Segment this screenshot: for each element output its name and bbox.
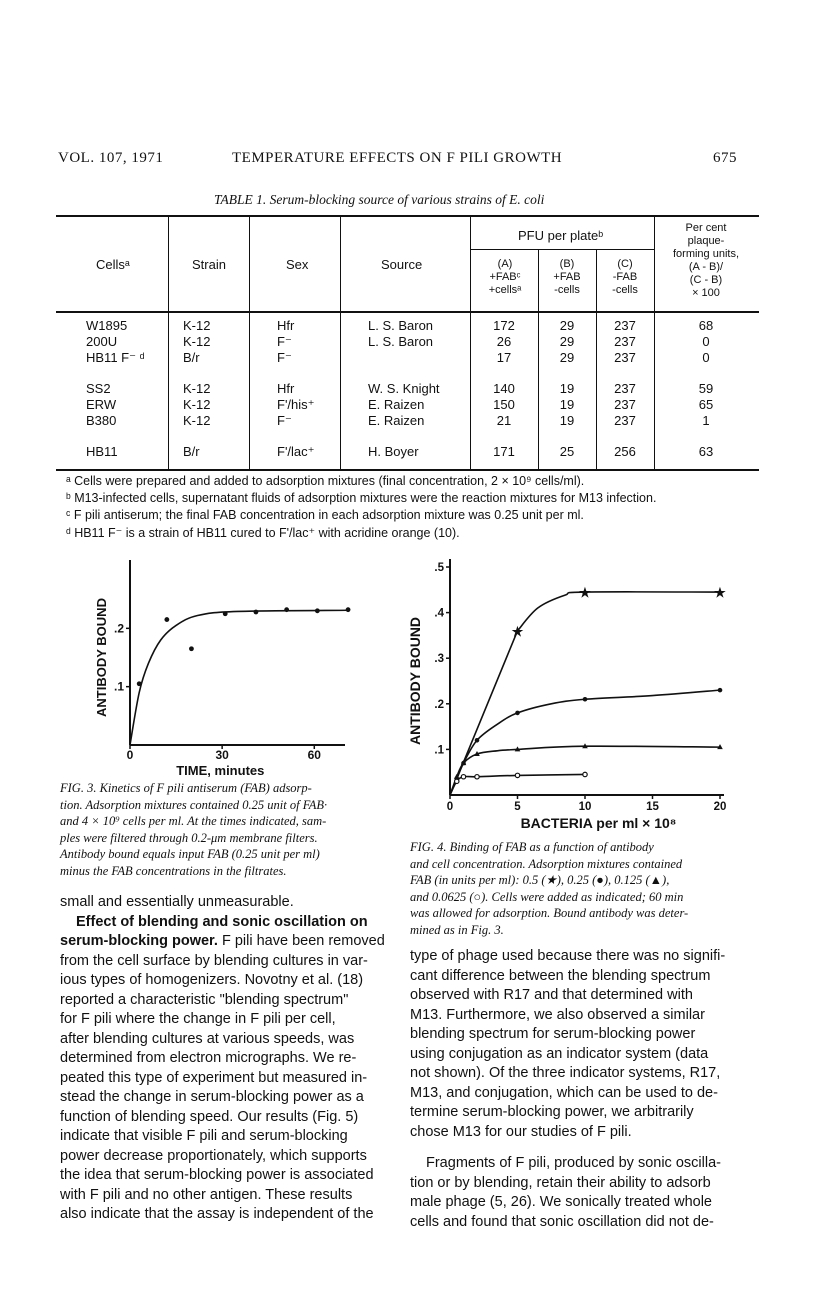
table-cell-pct: 0 [702, 334, 710, 349]
table-cell-a: 172 [493, 318, 515, 333]
data-point [315, 608, 320, 613]
table-cell-sex: Hfr [277, 318, 295, 333]
body-line: function of blending speed. Our results (Fig. 5) [60, 1108, 359, 1125]
x-tick-label: 10 [578, 801, 592, 813]
table-cell-strain: B/r [183, 444, 200, 459]
x-tick-label: 0 [446, 801, 454, 813]
body-line: tion or by blending, retain their ability to adsorb [410, 1174, 711, 1191]
table-cell-pct: 63 [698, 444, 714, 459]
y-tick-label: .3 [434, 653, 444, 666]
table-cell-c: 237 [614, 318, 636, 333]
body-line: indicate that visible F pili and serum-blocking [60, 1128, 348, 1144]
y-tick-label: .1 [434, 744, 444, 757]
table-cell-a: 150 [493, 397, 515, 412]
body-line: male phage (5, 26). We sonically treated whole [410, 1194, 712, 1210]
fit-curve [130, 610, 348, 745]
table-cell-source: W. S. Knight [368, 381, 440, 396]
body-line: M13. Furthermore, we also observed a similar [410, 1006, 705, 1023]
header-percent: Per cent plaque- forming units, (A - B)/ (C - B) × 100 [672, 222, 740, 299]
col-divider [340, 216, 341, 469]
table-cell-b: 19 [559, 397, 575, 412]
circle-point [461, 775, 465, 779]
table-cell-a: 17 [496, 350, 512, 365]
circle-point [583, 772, 587, 776]
body-line: using conjugation as an indicator system (data [410, 1045, 709, 1062]
body-line: Effect of blending and sonic oscillation on [76, 913, 368, 930]
table-cell-c: 237 [614, 397, 636, 412]
body-line: the idea that serum-blocking power is associated [60, 1167, 374, 1183]
series-curve-dot [450, 690, 720, 795]
body-line: with F pili and no other antigen. These results [60, 1186, 353, 1203]
body-line: cells and found that sonic oscillation did not de- [410, 1213, 714, 1230]
footnote-b: ᵇ M13-infected cells, supernatant fluids of adsorption mixtures were the reaction mixtures for M13 infection. [66, 491, 657, 505]
x-tick-label: 0 [126, 748, 134, 762]
body-line: serum-blocking power. F pili have been removed [60, 933, 385, 949]
table-cell-sex: F'/lac⁺ [277, 444, 315, 459]
table-cell-b: 29 [559, 334, 575, 349]
running-header-title: TEMPERATURE EFFECTS ON F PILI GROWTH [232, 150, 563, 166]
table-cell-sex: F⁻ [277, 334, 292, 349]
y-axis-label: ANTIBODY BOUND [94, 598, 109, 717]
table-cell-a: 21 [496, 413, 512, 428]
x-tick-label: 60 [307, 748, 321, 762]
body-line: blending spectrum for serum-blocking power [410, 1026, 696, 1042]
y-tick-label: .1 [113, 679, 124, 694]
table-cell-b: 29 [559, 318, 575, 333]
header-col-c: (C) -FAB -cells [612, 258, 638, 296]
table-cell-cells: W1895 [86, 318, 128, 333]
body-line: termine serum-blocking power, we arbitrarily [410, 1104, 694, 1120]
table-cell-sex: Hfr [277, 381, 295, 396]
body-line: from the cell surface by blending cultures in var- [60, 952, 368, 969]
running-header-volume: VOL. 107, 1971 [58, 150, 164, 166]
series-curve-triangle [450, 746, 720, 795]
table-cell-strain: B/r [183, 350, 200, 365]
table-cell-c: 237 [614, 350, 636, 365]
data-point [254, 610, 259, 615]
circle-point [475, 775, 479, 779]
body-line: after blending cultures at various speeds, was [60, 1030, 355, 1047]
table-cell-a: 140 [493, 381, 515, 396]
footnote-d: ᵈ HB11 F⁻ is a strain of HB11 cured to F'/lac⁺ with acridine orange (10). [66, 526, 460, 540]
table-cell-pct: 68 [698, 318, 714, 333]
x-axis-label: TIME, minutes [176, 763, 265, 778]
table-cell-cells: ERW [86, 397, 117, 412]
body-line: for F pili where the change in F pili per cell, [60, 1011, 336, 1027]
data-point [189, 646, 194, 651]
table-cell-strain: K-12 [183, 397, 211, 412]
table-cell-strain: K-12 [183, 381, 211, 396]
body-line: M13, and conjugation, which can be used to de- [410, 1084, 718, 1101]
table-cell-sex: F⁻ [277, 350, 292, 365]
table-bottom-rule [56, 469, 759, 471]
fig4-chart [400, 555, 750, 845]
table-cell-b: 19 [559, 381, 575, 396]
table-cell-cells: SS2 [86, 381, 111, 396]
x-tick-label: 20 [713, 801, 727, 813]
table-cell-cells: HB11 F⁻ ᵈ [86, 350, 145, 365]
footnote-a: ᵃ Cells were prepared and added to adsorption mixtures (final concentration, 2 × 10⁹ cells/ml). [66, 474, 585, 488]
table-cell-c: 256 [614, 444, 636, 459]
data-point [164, 617, 169, 622]
circle-point [515, 773, 519, 777]
table-cell-c: 237 [614, 334, 636, 349]
dot-point [475, 738, 480, 743]
x-axis-label: BACTERIA per ml × 10⁸ [520, 815, 677, 831]
col-divider [249, 216, 250, 469]
star-point: ★ [714, 585, 726, 601]
table-cell-strain: K-12 [183, 334, 211, 349]
y-tick-label: .2 [113, 621, 124, 636]
table-cell-a: 171 [493, 444, 515, 459]
table-cell-source: L. S. Baron [368, 334, 434, 349]
body-line: small and essentially unmeasurable. [60, 894, 294, 910]
header-pfu-group: PFU per plateᵇ [518, 228, 604, 243]
table-cell-source: H. Boyer [368, 444, 419, 459]
table-cell-source: E. Raizen [368, 397, 425, 412]
table-cell-b: 19 [559, 413, 575, 428]
header-strain: Strain [192, 257, 226, 272]
body-line: determined from electron micrographs. We re- [60, 1050, 357, 1066]
body-line: peated this type of experiment but measured in- [60, 1069, 368, 1086]
fig3-caption: FIG. 3. Kinetics of F pili antiserum (FAB) adsorp- tion. Adsorption mixtures contained 0.25 unit of FAB· and 4 × 10⁹ cells per ml. At the times indicated, sam- ples were filtered through 0.2-μm membrane filters. Antibody bound equals input FAB (0.25 unit per ml) minus the FAB concentrations in the filtrates. [60, 781, 328, 878]
body-right-column [410, 947, 760, 1232]
y-tick-label: .2 [434, 698, 444, 711]
data-point [284, 607, 289, 612]
table-cell-cells: B380 [86, 413, 117, 428]
x-tick-label: 15 [646, 801, 659, 813]
table-cell-a: 26 [496, 334, 512, 349]
table-cell-b: 29 [559, 350, 575, 365]
y-tick-label: .5 [434, 562, 444, 574]
table-cell-pct: 1 [702, 413, 710, 428]
body-line: chose M13 for our studies of F pili. [410, 1123, 632, 1140]
dot-point [583, 697, 588, 702]
page-number: 675 [713, 150, 737, 166]
table-cell-cells: 200U [86, 334, 118, 349]
table-cell-cells: HB11 [86, 444, 118, 459]
body-left-column [60, 893, 400, 1225]
body-line: observed with R17 and that determined with [410, 987, 693, 1003]
table-cell-pct: 59 [698, 381, 714, 396]
body-line: power decrease proportionately, which supports [60, 1147, 367, 1164]
body-line: reported a characteristic "blending spectrum" [60, 991, 349, 1008]
table-cell-c: 237 [614, 381, 636, 396]
fig3-chart [80, 550, 360, 780]
table-cell-source: E. Raizen [368, 413, 425, 428]
col-divider [168, 216, 169, 469]
body-line: type of phage used because there was no signifi- [410, 948, 726, 964]
table-cell-source: L. S. Baron [368, 318, 434, 333]
body-line: Fragments of F pili, produced by sonic oscilla- [426, 1155, 721, 1171]
data-point [346, 607, 351, 612]
header-cells: Cellsᵃ [96, 257, 130, 272]
table-cell-strain: K-12 [183, 413, 211, 428]
table-cell-b: 25 [559, 444, 575, 459]
header-col-b: (B) +FAB -cells [553, 258, 581, 296]
header-source: Source [381, 257, 423, 272]
star-point: ★ [579, 585, 591, 601]
dot-point [718, 688, 723, 693]
circle-point [455, 779, 459, 783]
footnote-c: ᶜ F pili antiserum; the final FAB concentration in each adsorption mixture was 0.25 unit per ml. [66, 508, 584, 522]
y-tick-label: .4 [434, 607, 444, 620]
header-sex: Sex [286, 257, 309, 272]
y-axis-label: ANTIBODY BOUND [407, 616, 423, 746]
body-line: cant difference between the blending spectrum [410, 967, 711, 984]
body-line: not shown). Of the three indicator systems, R17, [410, 1065, 721, 1081]
dot-point [515, 711, 520, 716]
data-point [223, 611, 228, 616]
x-tick-label: 5 [514, 801, 521, 813]
data-point [137, 681, 142, 686]
fig4-caption: FIG. 4. Binding of FAB as a function of antibody and cell concentration. Adsorption mixtures contained FAB (in units per ml): 0.5 (★), 0.25 (●), 0.125 (▲), and 0.0625 (○). Cells were added as indicated; 60 min was allowed for adsorption. Bound antibody was deter- mined as in Fig. 3. [410, 840, 689, 937]
col-divider [470, 216, 471, 469]
table-cell-sex: F⁻ [277, 413, 292, 428]
x-tick-label: 30 [215, 748, 229, 762]
header-col-a: (A) +FABᶜ +cellsᵃ [488, 258, 522, 296]
table-cell-c: 237 [614, 413, 636, 428]
pfu-group-rule [470, 249, 654, 250]
table-cell-pct: 0 [702, 350, 710, 365]
table-caption: TABLE 1. Serum-blocking source of various strains of E. coli [214, 192, 545, 207]
table-cell-sex: F'/his⁺ [277, 397, 315, 412]
table-cell-strain: K-12 [183, 318, 211, 333]
body-line: also indicate that the assay is independent of the [60, 1206, 374, 1222]
body-line: ious types of homogenizers. Novotny et al. (18) [60, 972, 364, 988]
star-point: ★ [511, 623, 524, 639]
table-cell-pct: 65 [698, 397, 714, 412]
body-line: stead the change in serum-blocking power as a [60, 1089, 364, 1105]
